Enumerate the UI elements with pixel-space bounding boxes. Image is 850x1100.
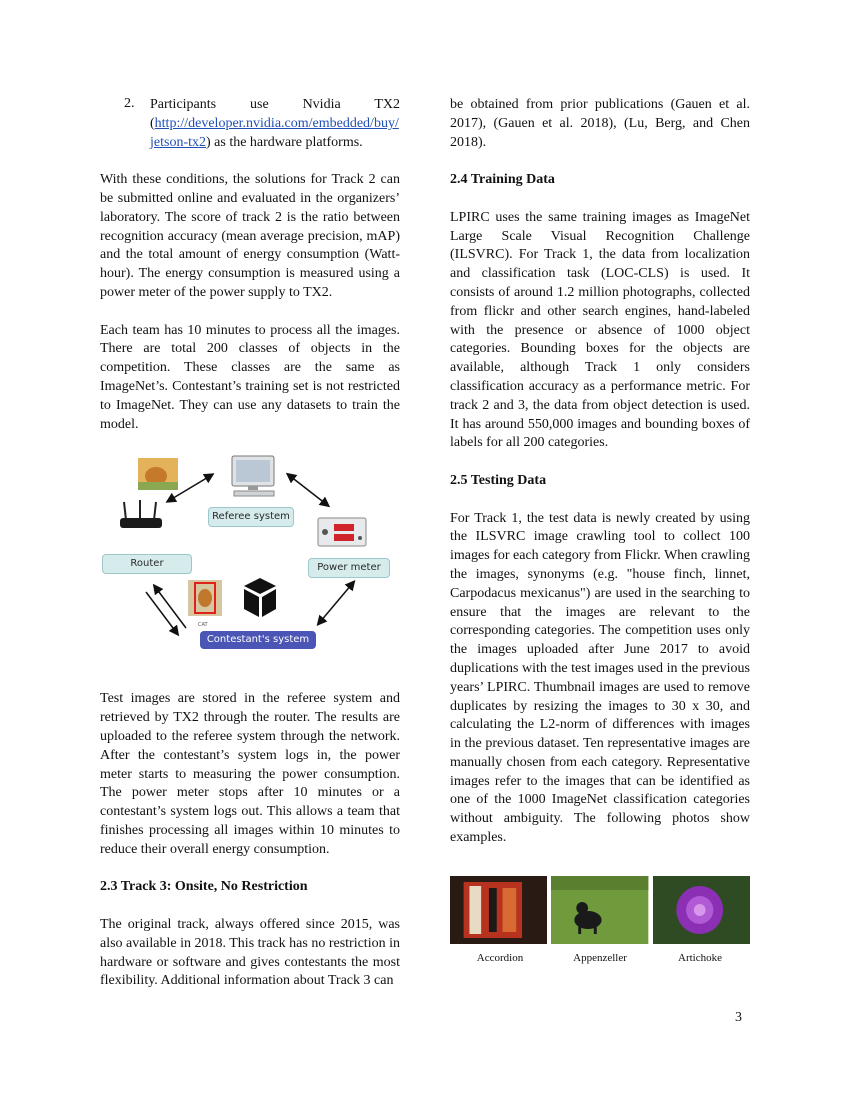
detected-cat-photo xyxy=(188,580,222,616)
caption-appenzeller: Appenzeller xyxy=(573,951,627,964)
heading-track3: 2.3 Track 3: Onsite, No Restriction xyxy=(100,879,308,895)
paragraph-test-images: Test images are stored in the referee system and retrieved by TX2 through the router. The results are uploaded to the referee system through the network. After the contestant’s system logs in, the power meter starts to measuring the power consumption. The power meter stops after 10 minutes or a contestant’s system logs out. This allows a team that finishes processing all images within 10 minutes to reduce their overall energy consumption. xyxy=(100,691,400,857)
paragraph-track3: The original track, always offered since 2015, was also available in 2018. This track has no restriction in hardware or software and gives contestants the most flexibility. Additional information about Track 3 can xyxy=(100,916,400,989)
referee-system-label: Referee system xyxy=(208,507,294,527)
power-meter-icon xyxy=(318,518,366,546)
artichoke-photo xyxy=(653,876,750,944)
paragraph-conditions: With these conditions, the solutions for Track 2 can be submitted online and evaluated in the organizers’ laboratory. The score of track 2 is the ratio between recognition accuracy (mean average precision, mAP) and the total amount of energy consumption (Watt-hour). The energy consumption is measured using a power meter of the power supply to TX2. xyxy=(100,172,400,300)
left-column xyxy=(100,96,400,991)
accordion-photo xyxy=(450,876,547,944)
arrow-power-contestant xyxy=(320,584,352,622)
page-number: 3 xyxy=(735,1010,742,1025)
paragraph-prior-publications: be obtained from prior publications (Gauen et al. 2017), (Gauen et al. 2018), (Lu, Berg, and Chen 2018). xyxy=(450,97,750,150)
arrow-monitor-power xyxy=(290,476,326,504)
photo-captions xyxy=(450,952,750,964)
contestant-system-label: Contestant's system xyxy=(200,631,316,649)
list-item-2 xyxy=(124,96,400,152)
track2-system-diagram xyxy=(94,454,414,654)
router-icon xyxy=(120,500,162,528)
cat-tag: CAT xyxy=(198,622,208,629)
arrow-router-contestant-down xyxy=(146,592,176,632)
right-column xyxy=(450,96,750,964)
paragraph-testing-data: For Track 1, the test data is newly created by using the ILSVRC image crawling tool to collect 100 images for each category from Flickr. When crawling the images, synonyms (e.g. "house finch, linnet, Carpodacus mexicanus") are used in the searching to ensure that the images are relevant to the corresponding categories. The competition uses only the images uploaded after June 2017 to avoid duplications with the test images used in the previous years’ LPIRC. Thumbnail images are used to remove duplicates by resizing the images to 30 x 30, and calculating the L2-norm of differences with images in the previous dataset. Ten representative images are manually chosen from each category. Representative images refer to the images that can be identified as one of the 1000 ImageNet classification categories without ambiguity. The following photos show examples. xyxy=(450,510,750,846)
paragraph-training-data: LPIRC uses the same training images as ImageNet Large Scale Visual Recognition Challenge (ILSVRC). For Track 1, the data from localization and classification task (LOC-CLS) is used. It consists of around 1.2 million photographs, collected from flickr and other search engines, hand-labeled with the presence or absence of 1000 object categories. Bounding boxes for the objects are available, although Track 1 only considers classification accuracy as a performance metric. For track 2 and 3, the data from object detection is used. It has around 550,000 images and bounding boxes of labels for all 200 categories. xyxy=(450,209,750,451)
cube-icon xyxy=(244,578,276,617)
heading-training-data: 2.4 Training Data xyxy=(450,172,555,188)
monitor-icon xyxy=(232,456,274,496)
nvidia-link-cont[interactable]: jetson-tx2 xyxy=(150,134,206,150)
appenzeller-photo xyxy=(551,876,648,944)
cat-photo xyxy=(138,458,178,490)
example-photos xyxy=(450,876,750,944)
caption-accordion: Accordion xyxy=(476,951,524,964)
power-meter-label: Power meter xyxy=(308,558,390,578)
list-number: 2. xyxy=(124,96,135,111)
list-item-text: Participants use Nvidia TX2 (http://developer.nvidia.com/embedded/buy/ jetson-tx2) as the hardware platforms. xyxy=(150,97,400,150)
arrow-contestant-router-up xyxy=(156,588,186,628)
nvidia-link[interactable]: http://developer.nvidia.com/embedded/buy/ xyxy=(154,115,399,131)
router-label: Router xyxy=(102,554,192,574)
paragraph-team: Each team has 10 minutes to process all the images. There are total 200 classes of objects in the competition. These classes are the same as ImageNet’s. Contestant’s training set is not restricted to ImageNet. They can use any datasets to train the model. xyxy=(100,322,400,432)
caption-artichoke: Artichoke xyxy=(678,951,722,964)
heading-testing-data: 2.5 Testing Data xyxy=(450,472,547,488)
